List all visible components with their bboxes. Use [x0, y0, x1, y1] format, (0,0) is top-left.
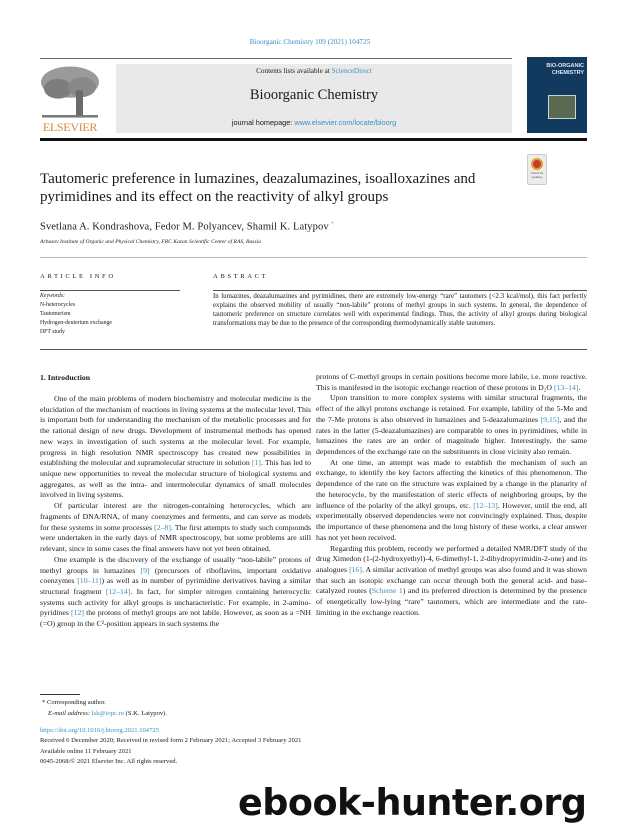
homepage-label: journal homepage: — [231, 118, 295, 127]
abstract-heading: ABSTRACT — [213, 273, 269, 280]
text-run: Of particular interest are the nitrogen-containing heterocycles, which are fragments of DNA/RNA, of many coenzymes and ferments, and can serve as models for these systems in some processes — [40, 501, 311, 532]
right-column — [316, 372, 587, 619]
elsevier-logo — [38, 64, 102, 134]
text-run: ) and its preferred direction is determined by the presence of energetically low-lying “rare” tautomers, which are intermediate and the rate-limiting in the exchange reaction. — [316, 586, 588, 617]
paragraph — [316, 372, 587, 393]
paragraph — [316, 458, 587, 544]
keywords — [40, 292, 112, 337]
left-column — [40, 394, 311, 630]
text-run: Regarding this problem, recently we performed a detailed NMR/DFT study of the drug Ximedon (1-(2-hydroxyethyl)-4, 6-dimethyl-1, 2-dihydropyrimidin-2-one) and its analogues — [316, 543, 587, 574]
footnote-divider — [40, 694, 80, 695]
paragraph — [40, 555, 311, 630]
keywords-label: Keywords: — [40, 293, 65, 299]
text-run: One example is the discovery of the exchange of usually “non-labile” protons of methyl groups in lumazines — [40, 554, 311, 575]
corresponding-author-link[interactable]: * — [331, 222, 335, 227]
divider — [40, 58, 512, 59]
citation-link[interactable]: [2–8] — [154, 522, 171, 532]
text-run: At one time, an attempt was made to establish the mechanism of such an exchange, to identify the key factors affecting the kinetics of this phenomenon. The dependence of the rate on the structure was explained by a change in the planarity of the heterocycle, by the manifestation of steric effects of neighboring groups, by the influence of the polarity of the alkyl groups, etc. — [316, 457, 587, 510]
citation-link[interactable]: [10–11] — [77, 576, 102, 586]
text-run: One of the main problems of modern biochemistry and molecular medicine is the elucidation of the mechanism of reactions in living systems at the molecular level. This is important both for understanding the mechanism of the metabolic processes and for the rational design of new drugs. Development of instrumental methods has opened new ways in investigation of such systems at the molecular level. For example, progress in high resolution NMR spectroscopy has created new possibilities in establishing the molecular and supramolecular structure in solution — [40, 394, 311, 468]
text-run: . The first attempts to study such compounds were undertaken in the early days of NMR spectroscopy, but some problems are still relevant, since in some cases the final answers have not yet been obtained. — [40, 522, 311, 554]
citation-link[interactable]: [12–14] — [105, 586, 131, 596]
sciencedirect-link[interactable]: ScienceDirect — [331, 67, 372, 75]
tree-icon — [38, 64, 102, 120]
citation-link[interactable]: [13–14] — [553, 382, 579, 392]
text-run: . A similar activation of methyl groups was also found and it was shown that such an isotopic exchange can occur through both the general acid- and base-catalyzed routes ( — [316, 564, 587, 596]
authors — [40, 218, 334, 234]
contents-label: Contents lists available at — [256, 67, 332, 75]
available-online: Available online 11 February 2021 — [40, 747, 132, 755]
paragraph — [316, 544, 587, 619]
divider — [40, 290, 180, 291]
check-updates-label: Check for updates — [530, 171, 544, 179]
homepage-line — [116, 118, 512, 127]
divider — [40, 349, 587, 350]
copyright: 0045-2068/© 2021 Elsevier Inc. All rights reserved. — [40, 758, 178, 766]
citation-link[interactable]: [12] — [71, 608, 84, 618]
article-info-heading: ARTICLE INFO — [40, 273, 116, 280]
text-run: the protons of methyl groups are not labile. However, as soon as a =NH (=O) group in the C²-position appears in such systems the — [40, 608, 311, 629]
bookmark-icon — [531, 158, 543, 170]
paragraph — [316, 393, 587, 457]
keyword: DFT study — [40, 329, 65, 335]
divider — [40, 257, 587, 258]
publisher-logo-text: ELSEVIER — [42, 120, 98, 134]
citation-link[interactable]: Scheme 1 — [371, 586, 403, 596]
doi-link[interactable]: https://doi.org/10.1016/j.bioorg.2021.104725 — [40, 727, 159, 734]
citation-link[interactable]: [9] — [140, 565, 150, 575]
received-dates: Received 6 December 2020; Received in revised form 2 February 2021; Accepted 3 February 2021 — [40, 737, 302, 745]
check-for-updates-button[interactable] — [527, 154, 547, 185]
contents-line — [116, 67, 512, 76]
email-label: E-mail address: — [48, 709, 92, 717]
cover-title: BIO-ORGANIC CHEMISTRY — [546, 63, 584, 76]
corresponding-note: * Corresponding author. — [42, 699, 106, 706]
paragraph — [40, 394, 311, 501]
text-run: , and the rates in the latter (5-deazalumazines) are comparable to ones in pyrimidines, while in lumazines the rates are an order of magnitude higher. Interestingly, the same dependences of the exchange rate on the substituents in close vicinity also remain. — [316, 414, 587, 457]
text-run: . In fact, for simpler nitrogen containing heterocyclic systems such activity for alkyl groups is uncharacteristic. For example, in 2-amino-pyridines — [40, 586, 311, 618]
article-title: Tautomeric preference in lumazines, deazalumazines, isoalloxazines and pyrimidines and its effect on the reactivity of alkyl groups — [40, 171, 476, 205]
divider — [40, 138, 587, 141]
watermark: ebook-hunter.org — [238, 781, 587, 824]
citation-link[interactable]: [16] — [349, 564, 362, 574]
citation-link[interactable]: [9,15] — [540, 414, 560, 424]
citation-link[interactable]: [1] — [251, 458, 261, 468]
citation-link[interactable]: [12–13] — [473, 500, 498, 510]
text-run: Upon transition to more complex systems with similar structural fragments, the effect of the alkyl protons exchange is retained. For example, lability of the 5-Me and the 7-Me protons is also observed in lumazines and 5-deazalumazines — [316, 393, 587, 424]
journal-citation: Bioorganic Chemistry 109 (2021) 104725 — [249, 38, 371, 46]
journal-banner — [116, 64, 512, 133]
email-link[interactable]: lsk@iopc.ru — [91, 709, 124, 717]
email-suffix: (S.K. Latypov). — [123, 709, 168, 717]
keyword: Tautomerism — [40, 311, 71, 317]
affiliation: Arbuzov Institute of Organic and Physical Chemistry, FRC Kazan Scientific Center of RAS, Russia — [40, 239, 261, 245]
text-run: protons of C-methyl groups in certain positions become more labile, i.e. more reactive. This is manifested in the isotopic exchange reaction of these protons in D₂O — [316, 372, 587, 392]
section-heading: 1. Introduction — [40, 373, 91, 382]
journal-name: Bioorganic Chemistry — [249, 87, 379, 103]
text-run: . However, until the end, all experimentally observed dependencies were not convincingly explained. Thus, despite the importance of these phenomena and the long history of these works, a clear answer has not yet been received. — [316, 500, 587, 542]
author-list: Svetlana A. Kondrashova, Fedor M. Polyancev, Shamil K. Latypov — [40, 221, 329, 233]
keyword: Hydrogen-deuterium exchange — [40, 320, 112, 326]
keyword: N-heterocycles — [40, 302, 76, 308]
text-run: . — [578, 382, 581, 392]
text-run: (precursors of riboflavins, important oxidative coenzymes — [40, 565, 311, 586]
paragraph — [40, 501, 311, 555]
footnote — [42, 698, 167, 719]
divider — [213, 290, 587, 291]
homepage-link[interactable]: www.elsevier.com/locate/bioorg — [294, 118, 397, 127]
cover-image — [548, 95, 576, 119]
abstract-text: In lumazines, deazalumazines and pyrimidines, there are extremely low-energy “rare” tautomers (<2.3 kcal/mol), this fact perfectly explains the observed mobility of usually “non-labile” protons of methyl groups in such systems. In general, the dependence of tautomeric preference on structure correlates well with experimental findings. Thus, the activity of alkyl groups during biological transformations may be due to the presence of the corresponding thermodynamically stable tautomers. — [213, 293, 587, 327]
journal-cover — [527, 57, 587, 133]
text-run: . This has led to unique new opportunities to reveal the molecular structure of biological systems and aggregates, as well as the intra- and intermolecular dynamics of small molecules involved in living systems. — [40, 458, 312, 500]
publication-info — [40, 726, 301, 768]
text-run: ) as well as in number of pyrimidine derivatives having a similar structural fragment — [40, 576, 311, 596]
